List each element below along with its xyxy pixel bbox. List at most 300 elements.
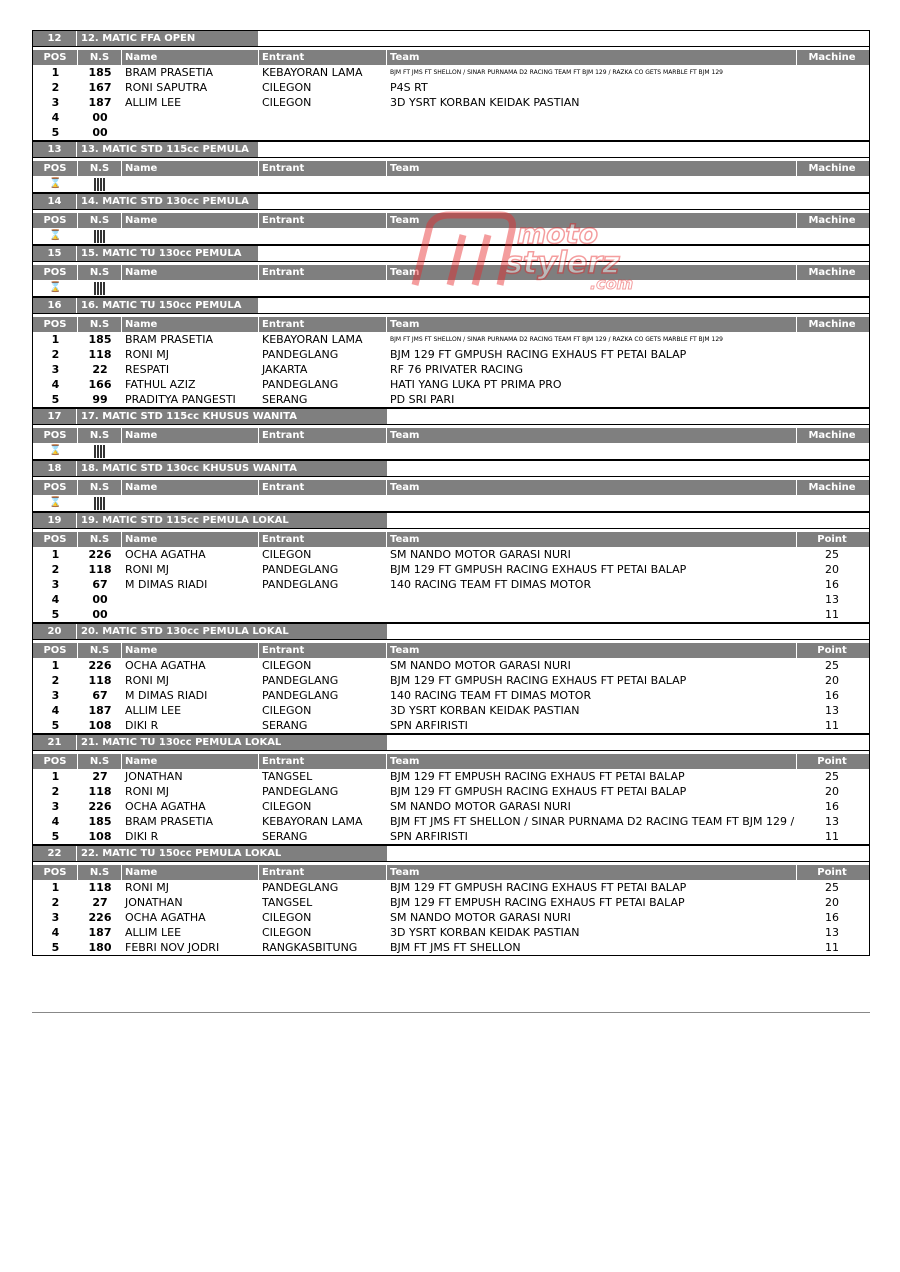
result-point: 20	[825, 674, 839, 687]
header-ns: N.S	[78, 317, 122, 332]
result-team: SPN ARFIRISTI	[390, 830, 468, 843]
result-name: OCHA AGATHA	[125, 911, 206, 924]
header-entrant: Entrant	[259, 265, 387, 280]
result-entrant: CILEGON	[262, 659, 312, 672]
result-ns: 99	[92, 393, 108, 406]
column-header-row	[33, 643, 869, 658]
event-name: 14. MATIC STD 130cc PEMULA	[77, 194, 258, 209]
result-pos: 3	[51, 578, 60, 591]
column-header-row	[33, 50, 869, 65]
event-title-bar	[33, 845, 869, 862]
result-name: RONI MJ	[125, 674, 170, 687]
result-team: BJM 129 FT GMPUSH RACING EXHAUS FT PETAI BALAP	[390, 563, 687, 576]
result-ns: 187	[88, 704, 112, 717]
header-entrant: Entrant	[259, 317, 387, 332]
result-name	[122, 125, 259, 140]
event-name: 13. MATIC STD 115cc PEMULA	[77, 142, 258, 157]
event-number: 14	[33, 194, 77, 209]
result-row	[33, 703, 869, 718]
header-point: Point	[817, 867, 847, 878]
event-section	[33, 512, 869, 623]
column-header-row	[33, 317, 869, 332]
result-entrant: SERANG	[262, 719, 308, 732]
grid-icon	[78, 228, 122, 244]
result-ns: 185	[88, 333, 112, 346]
result-pos: 4	[51, 378, 60, 391]
result-entrant: PANDEGLANG	[262, 689, 339, 702]
header-pos: POS	[33, 317, 78, 332]
hourglass-icon: ⌛	[49, 178, 62, 189]
results-sheet	[32, 30, 870, 956]
result-pos: 3	[51, 96, 60, 109]
result-point: 11	[825, 719, 839, 732]
event-section	[33, 460, 869, 512]
result-ns: 167	[88, 81, 112, 94]
result-ns: 67	[92, 689, 108, 702]
table-end-line	[32, 1012, 870, 1013]
grid-icon	[78, 176, 122, 192]
result-point: 13	[825, 704, 839, 717]
result-row	[33, 814, 869, 829]
result-row	[33, 110, 869, 125]
result-row	[33, 547, 869, 562]
result-entrant	[259, 110, 387, 125]
result-point	[797, 392, 867, 407]
result-point: 20	[825, 785, 839, 798]
result-row	[33, 784, 869, 799]
watermark-line2: stylerz	[505, 246, 620, 281]
event-title-bar	[33, 460, 869, 477]
event-name: 18. MATIC STD 130cc KHUSUS WANITA	[77, 461, 387, 476]
result-name: ALLIM LEE	[125, 704, 182, 717]
result-team: 3D YSRT KORBAN KEIDAK PASTIAN	[390, 96, 580, 109]
result-ns: 180	[88, 941, 112, 954]
result-name: RONI SAPUTRA	[125, 81, 208, 94]
result-ns: 226	[88, 800, 112, 813]
result-point	[797, 362, 867, 377]
header-ns: N.S	[78, 161, 122, 176]
result-ns: 00	[92, 111, 108, 124]
result-row	[33, 377, 869, 392]
result-entrant: TANGSEL	[262, 896, 313, 909]
result-entrant: CILEGON	[262, 911, 312, 924]
result-ns: 185	[88, 66, 112, 79]
result-entrant: PANDEGLANG	[262, 348, 339, 361]
result-row	[33, 940, 869, 956]
header-ns: N.S	[78, 428, 122, 443]
result-entrant	[259, 607, 387, 622]
column-header-row	[33, 532, 869, 547]
result-ns: 00	[92, 593, 108, 606]
result-team: SM NANDO MOTOR GARASI NURI	[390, 800, 571, 813]
result-name: ALLIM LEE	[125, 96, 182, 109]
column-header-row	[33, 754, 869, 769]
result-point: 16	[825, 689, 839, 702]
result-team: SM NANDO MOTOR GARASI NURI	[390, 911, 571, 924]
empty-result-row	[33, 176, 869, 193]
watermark-line3: .com	[590, 274, 634, 293]
header-team: Team	[387, 265, 797, 280]
event-number: 15	[33, 246, 77, 261]
event-title-bar	[33, 297, 869, 314]
result-row	[33, 925, 869, 940]
result-entrant: CILEGON	[262, 704, 312, 717]
result-pos: 4	[51, 704, 60, 717]
header-name: Name	[122, 480, 259, 495]
result-point: 25	[825, 881, 839, 894]
result-team: BJM 129 FT GMPUSH RACING EXHAUS FT PETAI BALAP	[390, 674, 687, 687]
header-pos: POS	[33, 428, 78, 443]
header-name: Name	[122, 754, 259, 769]
header-pos: POS	[33, 213, 78, 228]
result-ns: 27	[92, 896, 108, 909]
event-title-bar	[33, 30, 869, 47]
event-name: 15. MATIC TU 130cc PEMULA	[77, 246, 258, 261]
result-pos: 5	[51, 941, 60, 954]
hourglass-icon: ⌛	[49, 230, 62, 241]
result-ns: 118	[88, 348, 112, 361]
event-section	[33, 845, 869, 956]
result-name: BRAM PRASETIA	[125, 815, 214, 828]
event-section	[33, 30, 869, 141]
header-pos: POS	[33, 865, 78, 880]
event-number: 18	[33, 461, 77, 476]
result-point: 13	[825, 926, 839, 939]
result-name: RONI MJ	[125, 881, 170, 894]
hourglass-icon: ⌛	[49, 497, 62, 508]
header-team: Team	[387, 428, 797, 443]
result-name: DIKI R	[125, 830, 159, 843]
result-pos: 1	[51, 770, 60, 783]
result-row	[33, 125, 869, 141]
result-pos: 3	[51, 911, 60, 924]
result-name: PRADITYA PANGESTI	[125, 393, 236, 406]
header-machine: Machine	[808, 52, 856, 63]
result-row	[33, 80, 869, 95]
result-team: P4S RT	[390, 81, 428, 94]
result-team: 3D YSRT KORBAN KEIDAK PASTIAN	[390, 926, 580, 939]
result-pos: 5	[51, 393, 60, 406]
event-name: 16. MATIC TU 150cc PEMULA	[77, 298, 258, 313]
result-entrant: CILEGON	[262, 800, 312, 813]
result-pos: 3	[51, 363, 60, 376]
result-team	[387, 592, 797, 607]
result-pos: 2	[51, 563, 60, 576]
result-row	[33, 673, 869, 688]
grid-icon	[78, 443, 122, 459]
result-row	[33, 880, 869, 895]
header-entrant: Entrant	[259, 428, 387, 443]
result-row	[33, 718, 869, 734]
result-name: OCHA AGATHA	[125, 659, 206, 672]
header-name: Name	[122, 213, 259, 228]
result-team: PD SRI PARI	[390, 393, 455, 406]
result-point	[797, 95, 867, 110]
result-row	[33, 592, 869, 607]
result-entrant	[259, 592, 387, 607]
empty-result-row	[33, 443, 869, 460]
result-entrant: CILEGON	[262, 81, 312, 94]
result-ns: 226	[88, 911, 112, 924]
result-row	[33, 362, 869, 377]
result-row	[33, 392, 869, 408]
hourglass-icon: ⌛	[49, 445, 62, 456]
result-team: SM NANDO MOTOR GARASI NURI	[390, 659, 571, 672]
header-entrant: Entrant	[259, 480, 387, 495]
result-point: 16	[825, 800, 839, 813]
header-team: Team	[387, 50, 797, 65]
result-ns: 226	[88, 548, 112, 561]
result-pos: 1	[51, 659, 60, 672]
event-section	[33, 734, 869, 845]
result-entrant	[259, 125, 387, 140]
event-section	[33, 141, 869, 193]
header-ns: N.S	[78, 532, 122, 547]
header-team: Team	[387, 865, 797, 880]
result-point	[797, 80, 867, 95]
header-pos: POS	[33, 480, 78, 495]
event-number: 16	[33, 298, 77, 313]
result-ns: 108	[88, 719, 112, 732]
event-name: 21. MATIC TU 130cc PEMULA LOKAL	[77, 735, 387, 750]
header-entrant: Entrant	[259, 213, 387, 228]
result-name: M DIMAS RIADI	[125, 578, 208, 591]
header-entrant: Entrant	[259, 50, 387, 65]
result-name: M DIMAS RIADI	[125, 689, 208, 702]
result-point: 25	[825, 770, 839, 783]
event-section	[33, 297, 869, 408]
result-entrant: KEBAYORAN LAMA	[262, 333, 363, 346]
event-name: 20. MATIC STD 130cc PEMULA LOKAL	[77, 624, 387, 639]
header-ns: N.S	[78, 480, 122, 495]
header-point: Point	[817, 534, 847, 545]
result-entrant: JAKARTA	[262, 363, 308, 376]
result-name: RONI MJ	[125, 348, 170, 361]
event-number: 13	[33, 142, 77, 157]
header-team: Team	[387, 754, 797, 769]
result-ns: 187	[88, 926, 112, 939]
header-ns: N.S	[78, 865, 122, 880]
header-entrant: Entrant	[259, 532, 387, 547]
result-pos: 2	[51, 674, 60, 687]
result-point	[797, 65, 867, 80]
result-name: FEBRI NOV JODRI	[125, 941, 220, 954]
result-point	[797, 377, 867, 392]
result-team: BJM FT JMS FT SHELLON / SINAR PURNAMA D2 RACING TEAM FT BJM 129 / RAZKA CO GETS MARBLE FT BJM 129	[390, 336, 723, 343]
result-row	[33, 799, 869, 814]
result-team: BJM FT JMS FT SHELLON / SINAR PURNAMA D2 RACING TEAM FT BJM 129 /	[390, 815, 795, 828]
result-ns: 226	[88, 659, 112, 672]
result-pos: 1	[51, 333, 60, 346]
event-section	[33, 408, 869, 460]
result-pos: 4	[51, 593, 60, 606]
result-point: 13	[825, 593, 839, 606]
event-name: 17. MATIC STD 115cc KHUSUS WANITA	[77, 409, 387, 424]
result-pos: 2	[51, 81, 60, 94]
result-ns: 108	[88, 830, 112, 843]
event-title-bar	[33, 512, 869, 529]
event-number: 12	[33, 31, 77, 46]
header-name: Name	[122, 265, 259, 280]
result-name: FATHUL AZIZ	[125, 378, 196, 391]
header-team: Team	[387, 317, 797, 332]
result-point	[797, 125, 867, 140]
result-pos: 2	[51, 896, 60, 909]
event-name: 12. MATIC FFA OPEN	[77, 31, 258, 46]
header-team: Team	[387, 532, 797, 547]
event-name: 19. MATIC STD 115cc PEMULA LOKAL	[77, 513, 387, 528]
header-point: Point	[817, 645, 847, 656]
event-title-bar	[33, 734, 869, 751]
result-point: 11	[825, 941, 839, 954]
header-name: Name	[122, 317, 259, 332]
result-point: 25	[825, 548, 839, 561]
result-pos: 1	[51, 66, 60, 79]
result-point: 11	[825, 830, 839, 843]
result-row	[33, 607, 869, 623]
column-header-row	[33, 480, 869, 495]
result-name	[122, 607, 259, 622]
result-pos: 1	[51, 881, 60, 894]
result-row	[33, 658, 869, 673]
result-name: BRAM PRASETIA	[125, 333, 214, 346]
result-entrant: RANGKASBITUNG	[262, 941, 358, 954]
result-entrant: PANDEGLANG	[262, 578, 339, 591]
header-name: Name	[122, 428, 259, 443]
event-title-bar	[33, 623, 869, 640]
result-team: BJM 129 FT GMPUSH RACING EXHAUS FT PETAI BALAP	[390, 348, 687, 361]
result-team	[387, 125, 797, 140]
result-team: BJM FT JMS FT SHELLON / SINAR PURNAMA D2 RACING TEAM FT BJM 129 / RAZKA CO GETS MARBLE FT BJM 129	[390, 69, 723, 76]
result-pos: 2	[51, 785, 60, 798]
header-pos: POS	[33, 50, 78, 65]
result-name: JONATHAN	[125, 896, 183, 909]
header-team: Team	[387, 643, 797, 658]
result-entrant: SERANG	[262, 830, 308, 843]
header-machine: Machine	[808, 163, 856, 174]
header-machine: Machine	[808, 430, 856, 441]
result-pos: 2	[51, 348, 60, 361]
result-name: ALLIM LEE	[125, 926, 182, 939]
result-point: 11	[825, 608, 839, 621]
result-entrant: CILEGON	[262, 548, 312, 561]
result-pos: 3	[51, 689, 60, 702]
result-point: 25	[825, 659, 839, 672]
header-ns: N.S	[78, 265, 122, 280]
result-row	[33, 895, 869, 910]
result-point	[797, 110, 867, 125]
result-row	[33, 769, 869, 784]
result-row	[33, 688, 869, 703]
result-point	[797, 347, 867, 362]
result-row	[33, 829, 869, 845]
header-name: Name	[122, 532, 259, 547]
result-point: 16	[825, 578, 839, 591]
result-team: BJM 129 FT EMPUSH RACING EXHAUS FT PETAI BALAP	[390, 770, 685, 783]
result-row	[33, 65, 869, 80]
result-name: OCHA AGATHA	[125, 800, 206, 813]
result-ns: 166	[88, 378, 112, 391]
result-ns: 00	[92, 608, 108, 621]
header-entrant: Entrant	[259, 161, 387, 176]
result-name: RESPATI	[125, 363, 170, 376]
result-team: SPN ARFIRISTI	[390, 719, 468, 732]
header-entrant: Entrant	[259, 865, 387, 880]
result-name: OCHA AGATHA	[125, 548, 206, 561]
result-team: BJM 129 FT GMPUSH RACING EXHAUS FT PETAI BALAP	[390, 785, 687, 798]
result-name: RONI MJ	[125, 785, 170, 798]
header-name: Name	[122, 161, 259, 176]
result-entrant: CILEGON	[262, 96, 312, 109]
result-pos: 3	[51, 800, 60, 813]
result-ns: 27	[92, 770, 108, 783]
result-row	[33, 332, 869, 347]
event-number: 19	[33, 513, 77, 528]
result-name: BRAM PRASETIA	[125, 66, 214, 79]
result-pos: 4	[51, 815, 60, 828]
result-ns: 185	[88, 815, 112, 828]
event-title-bar	[33, 141, 869, 158]
header-pos: POS	[33, 161, 78, 176]
result-pos: 4	[51, 926, 60, 939]
result-team: 140 RACING TEAM FT DIMAS MOTOR	[390, 578, 592, 591]
header-pos: POS	[33, 265, 78, 280]
result-entrant: PANDEGLANG	[262, 881, 339, 894]
result-name: JONATHAN	[125, 770, 183, 783]
result-entrant: PANDEGLANG	[262, 674, 339, 687]
grid-icon	[78, 280, 122, 296]
hourglass-icon: ⌛	[49, 282, 62, 293]
result-ns: 118	[88, 785, 112, 798]
header-ns: N.S	[78, 754, 122, 769]
header-machine: Machine	[808, 319, 856, 330]
result-ns: 00	[92, 126, 108, 139]
result-team: HATI YANG LUKA PT PRIMA PRO	[390, 378, 562, 391]
header-team: Team	[387, 480, 797, 495]
result-entrant: KEBAYORAN LAMA	[262, 815, 363, 828]
result-entrant: KEBAYORAN LAMA	[262, 66, 363, 79]
column-header-row	[33, 865, 869, 880]
result-entrant: PANDEGLANG	[262, 785, 339, 798]
result-team: RF 76 PRIVATER RACING	[390, 363, 523, 376]
grid-icon	[78, 495, 122, 511]
motostylerz-watermark	[405, 205, 655, 295]
result-pos: 1	[51, 548, 60, 561]
event-number: 17	[33, 409, 77, 424]
result-entrant: TANGSEL	[262, 770, 313, 783]
result-point: 20	[825, 896, 839, 909]
event-number: 22	[33, 846, 77, 861]
result-row	[33, 562, 869, 577]
result-entrant: CILEGON	[262, 926, 312, 939]
header-pos: POS	[33, 643, 78, 658]
result-entrant: SERANG	[262, 393, 308, 406]
result-team: BJM FT JMS FT SHELLON	[390, 941, 521, 954]
column-header-row	[33, 161, 869, 176]
header-name: Name	[122, 643, 259, 658]
event-name: 22. MATIC TU 150cc PEMULA LOKAL	[77, 846, 387, 861]
header-name: Name	[122, 50, 259, 65]
header-team: Team	[387, 213, 797, 228]
result-point: 20	[825, 563, 839, 576]
header-entrant: Entrant	[259, 643, 387, 658]
header-ns: N.S	[78, 50, 122, 65]
result-name: DIKI R	[125, 719, 159, 732]
header-pos: POS	[33, 754, 78, 769]
result-team	[387, 607, 797, 622]
header-ns: N.S	[78, 213, 122, 228]
result-point	[797, 332, 867, 347]
